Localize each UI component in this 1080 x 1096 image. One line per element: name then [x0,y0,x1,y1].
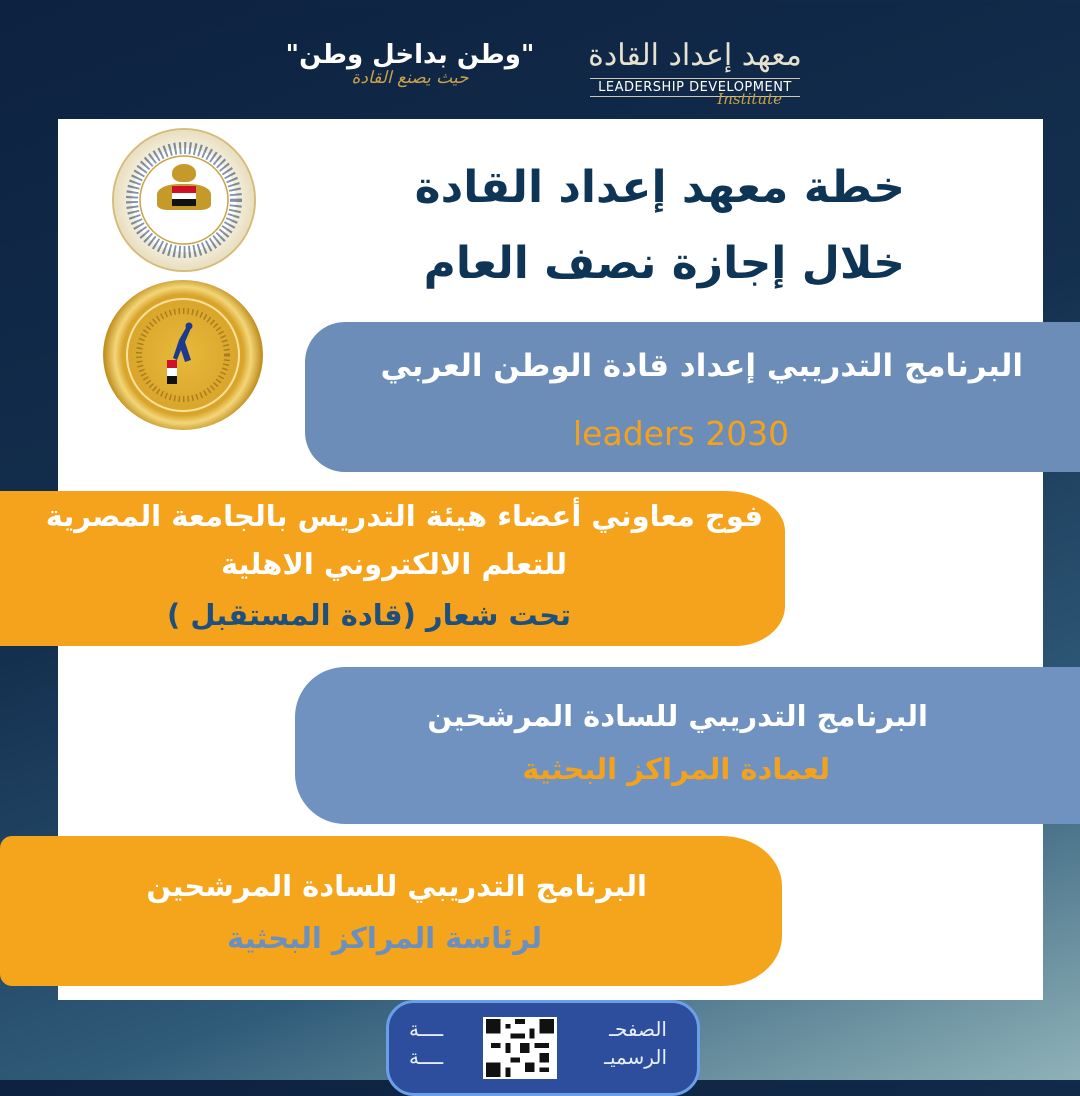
gold-institute-seal-icon [103,280,263,430]
page-title-line1: خطة معهد إعداد القادة [414,162,905,213]
card-3-line2: لعمادة المراكز البحثية [522,752,830,786]
card-4-line1: البرنامج التدريبي للسادة المرشحين [146,869,647,903]
institute-logo [580,36,810,110]
logo-script-text: Institute [717,90,782,108]
official-page-badge[interactable] [386,1000,700,1096]
qr-code-icon [483,1017,557,1079]
card-4-line2: لرئاسة المراكز البحثية [227,921,542,955]
card-2-line3: تحت شعار (قادة المستقبل ) [167,598,571,632]
program-card-faculty-assistants [0,491,785,646]
card-3-line1: البرنامج التدريبي للسادة المرشحين [427,699,928,733]
header-slogan [280,40,540,88]
card-2-line2: للتعلم الالكتروني الاهلية [220,547,567,581]
flag-icon [172,186,196,206]
footer-left-bottom: ــــة [409,1045,444,1069]
footer-right-bottom: الرسميـ [604,1045,667,1069]
card-2-line1: فوج معاوني أعضاء هيئة التدريس بالجامعة المصرية [45,499,763,533]
footer-left-top: ــــة [409,1017,444,1041]
eagle-icon [152,164,216,234]
logo-arabic-text: معهد إعداد القادة [588,38,802,73]
card-1-line1: البرنامج التدريبي إعداد قادة الوطن العربي [380,348,1023,384]
slogan-sub: حيث يصنع القادة [351,68,469,88]
page-title-line2: خلال إجازة نصف العام [423,238,905,289]
figure-flag-icon [161,320,203,390]
logo-english-text: LEADERSHIP DEVELOPMENT [590,78,800,97]
program-card-research-presidency [0,836,782,986]
program-card-arab-leaders [305,322,1080,472]
program-card-research-deanship [295,667,1080,824]
footer-right-top: الصفحـ [609,1017,667,1041]
egypt-eagle-seal-icon [112,128,256,272]
slogan-main: "وطن بداخل وطن" [285,40,535,70]
card-1-line2: leaders 2030 [573,414,790,453]
